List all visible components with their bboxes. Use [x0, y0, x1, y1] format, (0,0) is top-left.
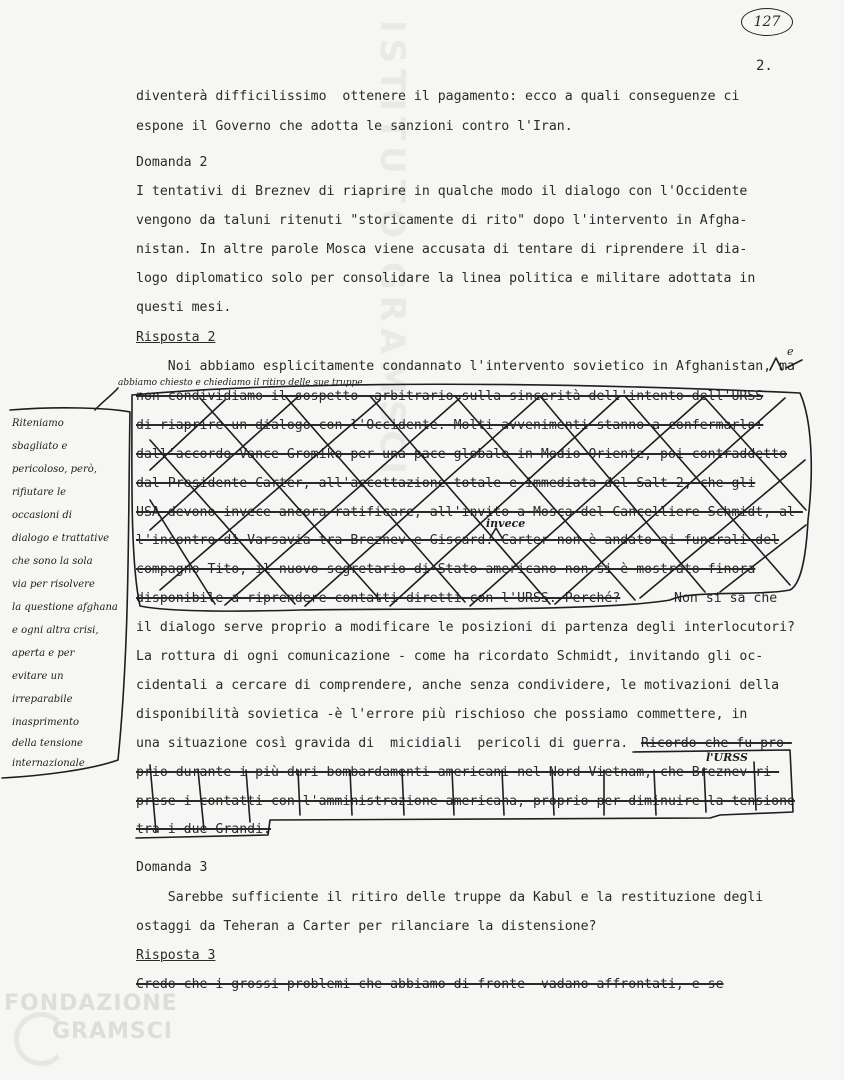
- risposta-3-heading: Risposta 3: [136, 948, 216, 963]
- domanda-3-line: Sarebbe sufficiente il ritiro delle truppe da Kabul e la restituzione degli: [136, 890, 764, 905]
- margin-note-line: aperta e per: [12, 648, 75, 659]
- crossed-tail-line: prio durante i più duri bombardamenti americani nel Nord-Vietnam, che Breznev ri-: [136, 765, 780, 780]
- margin-note-line: evitare un: [12, 671, 64, 682]
- continuation-text: Non si sa che: [674, 591, 778, 606]
- domanda-2-line: vengono da taluni ritenuti "storicamente di rito" dopo l'intervento in Afgha-: [136, 213, 748, 228]
- domanda-2-line: logo diplomatico solo per consolidare la linea politica e militare adottata in: [136, 271, 756, 286]
- risposta-2-heading: Risposta 2: [136, 330, 216, 345]
- domanda-2-line: questi mesi.: [136, 300, 232, 315]
- archive-stamp: ISTITUTO GRAMSCI: [372, 20, 412, 481]
- margin-note-line: sbagliato e: [12, 441, 68, 452]
- crossed-line: dall'accordo Vance-Gromiko per una pace globale in Medio Oriente, poi contraddetto: [136, 447, 788, 462]
- domanda-2-line: nistan. In altre parole Mosca viene accusata di tentare di riprendere il dia-: [136, 242, 748, 257]
- watermark-line: FONDAZIONE: [4, 991, 178, 1016]
- margin-note-line: occasioni di: [12, 510, 72, 521]
- risposta-3-line: Credo che i grossi problemi che abbiamo di fronte vadano affrontati, e se: [136, 977, 724, 992]
- kept-line: cidentali a cercare di comprendere, anche senza condividere, le motivazioni della: [136, 678, 780, 693]
- crossed-tail-start: Ricordo che fu pro-: [641, 736, 792, 751]
- crossed-line: disponibile a riprendere contatti diretti con l'URSS. Perché?: [136, 591, 621, 606]
- domanda-3-heading: Domanda 3: [136, 860, 208, 875]
- kept-line: una situazione così gravida di micidiali pericoli di guerra.: [136, 736, 629, 751]
- kept-line: La rottura di ogni comunicazione - come ha ricordato Schmidt, invitando gli oc-: [136, 649, 764, 664]
- margin-note-line: rifiutare le: [12, 487, 67, 498]
- margin-note-line: inasprimento: [12, 717, 79, 728]
- crossed-line: USA devono invece ancora ratificare, all'invito a Mosca del Cancelliere Schmidt, al-: [136, 505, 803, 520]
- page-number: 2.: [756, 58, 773, 74]
- intro-line: espone il Governo che adotta le sanzioni contro l'Iran.: [136, 119, 573, 134]
- handwritten-insert-e: e: [787, 345, 794, 358]
- intro-line: diventerà difficilissimo ottenere il pagamento: ecco a quali conseguenze ci: [136, 89, 740, 104]
- domanda-2-line: I tentativi di Breznev di riaprire in qualche modo il dialogo con l'Occidente: [136, 184, 748, 199]
- crossed-line: dal Presidente Carter, all'accettazione totale e immediata del Salt 2, che gli: [136, 476, 756, 491]
- archive-number: 127: [741, 8, 793, 36]
- margin-note-line: internazionale: [12, 758, 85, 769]
- crossed-tail-line: tra i due Grandi.: [136, 822, 271, 837]
- crossed-line: compagno Tito, il nuovo segretario di Stato americano non si è mostrato finora: [136, 562, 756, 577]
- handwritten-insert: abbiamo chiesto e chiediamo il ritiro delle sue truppe: [118, 378, 363, 388]
- kept-line: disponibilità sovietica -è l'errore più rischioso che possiamo commettere, in: [136, 707, 748, 722]
- watermark-text: [4, 990, 178, 1046]
- handwritten-insert-urss: l'URSS: [706, 751, 748, 764]
- crossed-tail-line: prese i contatti con l'amministrazione americana, proprio per diminuire la tensione: [136, 794, 795, 809]
- risposta-2-first-line: Noi abbiamo esplicitamente condannato l'intervento sovietico in Afghanistan, ma: [136, 359, 795, 374]
- margin-note-line: dialogo e trattative: [12, 533, 110, 544]
- insert-arrow: [95, 388, 118, 410]
- margin-note-line: pericoloso, però,: [12, 464, 97, 475]
- crossed-line: non condividiamo il sospetto arbitrario sulla sincerità dell'intento dell'URSS: [136, 389, 764, 404]
- crossed-line: di riaprire un dialogo con l'Occidente. Molti avvenimenti stanno a confermarlo:: [136, 418, 764, 433]
- margin-note-line: Riteniamo: [12, 418, 64, 429]
- domanda-2-heading: Domanda 2: [136, 155, 208, 170]
- crossed-line: l'incontro di Varsavia tra Breznev e Giscard. Carter non è andato ai funerali del: [136, 533, 780, 548]
- margin-note-line: e ogni altra crisi,: [12, 625, 99, 636]
- domanda-3-line: ostaggi da Teheran a Carter per rilanciare la distensione?: [136, 919, 597, 934]
- margin-note-line: della tensione: [12, 738, 83, 749]
- margin-note-line: via per risolvere: [12, 579, 95, 590]
- margin-note-line: irreparabile: [12, 694, 73, 705]
- kept-line: il dialogo serve proprio a modificare le posizioni di partenza degli interlocutori?: [136, 620, 795, 635]
- margin-note-line: la questione afghana: [12, 602, 118, 613]
- margin-note-line: che sono la sola: [12, 556, 93, 567]
- handwritten-insert-invece: invece: [486, 517, 526, 530]
- watermark-line: GRAMSCI: [52, 1019, 174, 1044]
